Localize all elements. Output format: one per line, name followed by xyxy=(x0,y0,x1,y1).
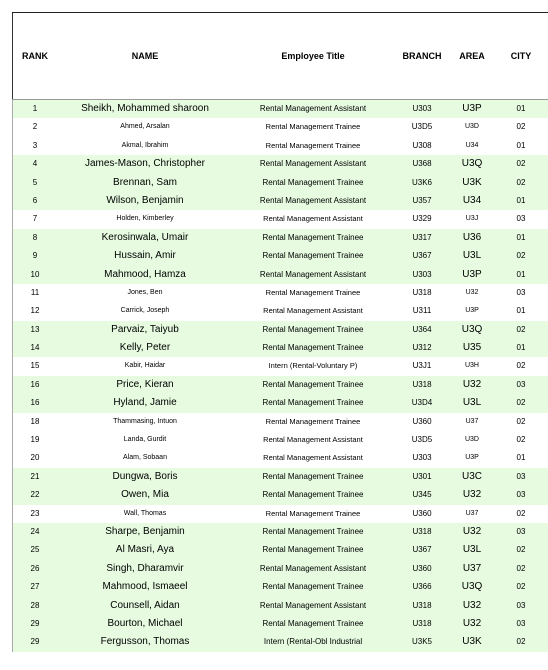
header-area: AREA xyxy=(459,51,485,61)
rank-cell: 22 xyxy=(30,490,40,500)
table-row xyxy=(13,468,548,486)
table-row xyxy=(13,321,548,339)
title-cell: Rental Management Trainee xyxy=(262,618,364,628)
table-row xyxy=(13,505,548,523)
name-cell: Brennan, Sam xyxy=(113,176,177,188)
table-row xyxy=(13,597,548,615)
city-cell: 01 xyxy=(516,232,526,242)
branch-cell: U3D4 xyxy=(411,398,433,408)
area-cell: U3H xyxy=(464,362,479,370)
name-cell: Akmal, Ibrahim xyxy=(121,141,169,149)
city-cell: 01 xyxy=(516,140,526,150)
rank-cell: 23 xyxy=(30,508,40,518)
name-cell: Hussain, Amir xyxy=(114,250,176,262)
area-cell: U3P xyxy=(465,454,479,462)
name-cell: Wilson, Benjamin xyxy=(106,194,184,206)
area-cell: U32 xyxy=(462,378,482,390)
table-row xyxy=(13,560,548,578)
table-row xyxy=(13,413,548,431)
title-cell: Rental Management Trainee xyxy=(262,490,364,500)
area-cell: U36 xyxy=(462,231,482,243)
area-cell: U3P xyxy=(462,103,482,114)
area-cell: U3D xyxy=(464,436,479,444)
city-cell: 02 xyxy=(516,508,526,518)
title-cell: Rental Management Assistant xyxy=(259,269,367,279)
city-cell: 02 xyxy=(516,545,526,555)
table-row xyxy=(13,486,548,504)
city-cell: 03 xyxy=(516,490,526,500)
rank-cell: 13 xyxy=(30,324,40,334)
rank-cell: 2 xyxy=(32,122,38,132)
name-cell: Landa, Gurdit xyxy=(123,436,167,444)
table-row xyxy=(13,302,548,320)
name-cell: Jones, Ben xyxy=(127,288,163,296)
title-cell: Rental Management Trainee xyxy=(262,471,364,481)
area-cell: U3L xyxy=(462,544,482,556)
branch-cell: U3D5 xyxy=(411,435,433,445)
city-cell: 03 xyxy=(516,214,526,224)
area-cell: U3K xyxy=(462,636,482,648)
branch-cell: U301 xyxy=(412,471,432,481)
area-cell: U3P xyxy=(465,307,479,315)
table-row xyxy=(13,210,548,228)
branch-cell: U303 xyxy=(412,269,432,279)
area-cell: U37 xyxy=(465,509,479,517)
branch-cell: U360 xyxy=(412,508,432,518)
branch-cell: U303 xyxy=(412,104,432,113)
city-cell: 03 xyxy=(516,471,526,481)
title-cell: Intern (Rental-Voluntary P) xyxy=(268,361,358,371)
rank-cell: 28 xyxy=(30,600,40,610)
city-cell: 02 xyxy=(516,398,526,408)
table-header xyxy=(12,13,548,99)
name-cell: Carrick, Joseph xyxy=(120,307,170,315)
rank-cell: 16 xyxy=(30,379,40,389)
city-cell: 02 xyxy=(516,582,526,592)
table-row xyxy=(13,541,548,559)
title-cell: Rental Management Trainee xyxy=(265,508,361,518)
table-row xyxy=(13,192,548,210)
table-row xyxy=(13,100,548,118)
table-row xyxy=(13,633,548,651)
name-cell: Singh, Dharamvir xyxy=(106,562,184,574)
table-row xyxy=(13,431,548,449)
table-row xyxy=(13,137,548,155)
rank-cell: 5 xyxy=(32,177,38,187)
name-cell: Counsell, Aidan xyxy=(110,599,180,611)
name-cell: Kerosinwala, Umair xyxy=(101,231,189,243)
city-cell: 03 xyxy=(516,526,526,536)
city-cell: 01 xyxy=(516,453,526,463)
table-row xyxy=(13,357,548,375)
branch-cell: U318 xyxy=(412,287,432,297)
table-row xyxy=(13,615,548,633)
rank-cell: 4 xyxy=(32,159,38,169)
city-cell: 02 xyxy=(516,563,526,573)
rank-cell: 25 xyxy=(30,545,40,555)
city-cell: 03 xyxy=(516,379,526,389)
rank-cell: 3 xyxy=(32,140,38,150)
city-cell: 01 xyxy=(516,195,526,205)
table-row xyxy=(13,339,548,357)
title-cell: Rental Management Trainee xyxy=(265,287,361,297)
rank-cell: 6 xyxy=(32,195,38,205)
city-cell: 03 xyxy=(516,287,526,297)
branch-cell: U3D5 xyxy=(411,122,433,132)
branch-cell: U317 xyxy=(412,232,432,242)
header-branch: BRANCH xyxy=(402,51,442,61)
name-cell: Dungwa, Boris xyxy=(112,470,178,482)
area-cell: U32 xyxy=(462,599,482,611)
title-cell: Rental Management Assistant xyxy=(259,104,367,113)
title-cell: Rental Management Trainee xyxy=(262,582,364,592)
title-cell: Rental Management Assistant xyxy=(263,306,363,316)
name-cell: Thammasing, Intuon xyxy=(113,417,177,425)
rank-cell: 11 xyxy=(30,287,40,297)
table-row xyxy=(13,174,548,192)
name-cell: Kabir, Haidar xyxy=(124,362,166,370)
header-name: NAME xyxy=(131,51,159,61)
branch-cell: U3K6 xyxy=(411,177,432,187)
branch-cell: U312 xyxy=(412,343,432,353)
area-cell: U3D xyxy=(464,123,479,131)
name-cell: Holden, Kimberley xyxy=(116,215,174,223)
rank-cell: 14 xyxy=(30,343,40,353)
area-cell: U3P xyxy=(462,268,482,280)
name-cell: Price, Kieran xyxy=(116,378,174,390)
branch-cell: U3K5 xyxy=(411,637,432,647)
branch-cell: U318 xyxy=(412,600,432,610)
branch-cell: U364 xyxy=(412,324,432,334)
area-cell: U34 xyxy=(465,141,479,149)
table-row xyxy=(13,247,548,265)
header-rank: RANK xyxy=(22,51,48,61)
branch-cell: U360 xyxy=(412,563,432,573)
name-cell: Mahmood, Hamza xyxy=(104,268,186,280)
rank-cell: 16 xyxy=(30,398,40,408)
rank-cell: 29 xyxy=(30,618,40,628)
city-cell: 02 xyxy=(516,122,526,132)
name-cell: Owen, Mia xyxy=(121,489,169,501)
city-cell: 03 xyxy=(516,618,526,628)
area-cell: U3C xyxy=(461,470,482,482)
city-cell: 02 xyxy=(516,435,526,445)
area-cell: U3J xyxy=(465,215,479,223)
table-row xyxy=(13,578,548,596)
area-cell: U3K xyxy=(462,176,482,188)
name-cell: Alam, Sobaan xyxy=(123,454,167,462)
name-cell: Parvaiz, Taiyub xyxy=(111,323,179,335)
rank-cell: 20 xyxy=(30,453,40,463)
area-cell: U32 xyxy=(462,489,482,501)
branch-cell: U3J1 xyxy=(412,361,432,371)
table-rows xyxy=(13,100,548,652)
name-cell: Sharpe, Benjamin xyxy=(105,525,185,537)
title-cell: Rental Management Assistant xyxy=(259,563,367,573)
name-cell: Mahmood, Ismaeel xyxy=(102,581,188,593)
title-cell: Rental Management Assistant xyxy=(259,159,367,169)
title-cell: Rental Management Trainee xyxy=(262,232,364,242)
rank-cell: 7 xyxy=(32,214,38,224)
table-row xyxy=(13,523,548,541)
rank-cell: 15 xyxy=(30,361,40,371)
table-row xyxy=(13,284,548,302)
branch-cell: U366 xyxy=(412,582,432,592)
city-cell: 01 xyxy=(516,269,526,279)
branch-cell: U345 xyxy=(412,490,432,500)
title-cell: Rental Management Assistant xyxy=(259,195,367,205)
city-cell: 01 xyxy=(516,343,526,353)
title-cell: Rental Management Trainee xyxy=(262,251,364,261)
branch-cell: U318 xyxy=(412,526,432,536)
table-row xyxy=(13,229,548,247)
title-cell: Rental Management Trainee xyxy=(262,526,364,536)
branch-cell: U311 xyxy=(412,306,432,316)
title-cell: Rental Management Trainee xyxy=(262,177,364,187)
rank-cell: 29 xyxy=(30,637,40,647)
title-cell: Rental Management Trainee xyxy=(262,398,364,408)
area-cell: U34 xyxy=(462,194,482,206)
rank-cell: 18 xyxy=(30,416,40,426)
table-row xyxy=(13,118,548,136)
city-cell: 01 xyxy=(516,306,526,316)
area-cell: U32 xyxy=(462,617,482,629)
title-cell: Rental Management Trainee xyxy=(262,343,364,353)
area-cell: U3L xyxy=(462,250,482,262)
title-cell: Rental Management Assistant xyxy=(259,600,367,610)
table-row xyxy=(13,394,548,412)
header-city: CITY xyxy=(510,51,532,61)
rank-cell: 8 xyxy=(32,232,38,242)
city-cell: 01 xyxy=(516,104,526,113)
title-cell: Rental Management Trainee xyxy=(265,416,361,426)
city-cell: 02 xyxy=(516,361,526,371)
city-cell: 02 xyxy=(516,324,526,334)
city-cell: 02 xyxy=(516,416,526,426)
branch-cell: U368 xyxy=(412,159,432,169)
rank-cell: 21 xyxy=(30,471,40,481)
title-cell: Rental Management Assistant xyxy=(263,435,363,445)
area-cell: U3Q xyxy=(461,158,483,170)
title-cell: Rental Management Assistant xyxy=(263,214,363,224)
branch-cell: U308 xyxy=(412,140,432,150)
rank-cell: 24 xyxy=(30,526,40,536)
branch-cell: U367 xyxy=(412,251,432,261)
name-cell: Sheikh, Mohammed sharoon xyxy=(81,103,209,114)
name-cell: James-Mason, Christopher xyxy=(84,158,206,170)
title-cell: Rental Management Assistant xyxy=(263,453,363,463)
rank-cell: 19 xyxy=(30,435,40,445)
header-title: Employee Title xyxy=(281,51,345,61)
name-cell: Fergusson, Thomas xyxy=(100,636,190,648)
branch-cell: U329 xyxy=(412,214,432,224)
rank-cell: 12 xyxy=(30,306,40,316)
name-cell: Kelly, Peter xyxy=(119,342,171,354)
area-cell: U32 xyxy=(465,288,479,296)
area-cell: U35 xyxy=(462,342,482,354)
rank-cell: 9 xyxy=(32,251,38,261)
area-cell: U37 xyxy=(462,562,482,574)
table-row xyxy=(13,266,548,284)
branch-cell: U318 xyxy=(412,618,432,628)
rank-cell: 26 xyxy=(30,563,40,573)
branch-cell: U360 xyxy=(412,416,432,426)
area-cell: U3Q xyxy=(461,581,483,593)
area-cell: U32 xyxy=(462,525,482,537)
name-cell: Wall, Thomas xyxy=(123,509,167,517)
area-cell: U3L xyxy=(462,397,482,409)
table-row xyxy=(13,449,548,467)
table-row xyxy=(13,155,548,173)
area-cell: U3Q xyxy=(461,323,483,335)
rank-cell: 27 xyxy=(30,582,40,592)
city-cell: 02 xyxy=(516,251,526,261)
name-cell: Ahmed, Arsalan xyxy=(120,123,170,131)
name-cell: Hyland, Jamie xyxy=(113,397,177,409)
title-cell: Rental Management Trainee xyxy=(262,545,364,555)
title-cell: Rental Management Trainee xyxy=(262,324,364,334)
rank-cell: 10 xyxy=(30,269,40,279)
rank-cell: 1 xyxy=(32,104,38,113)
area-cell: U37 xyxy=(465,417,479,425)
title-cell: Rental Management Trainee xyxy=(265,122,361,132)
name-cell: Al Masri, Aya xyxy=(115,544,175,556)
title-cell: Rental Management Trainee xyxy=(262,379,364,389)
table-row xyxy=(13,376,548,394)
table-body xyxy=(12,100,548,652)
city-cell: 03 xyxy=(516,600,526,610)
branch-cell: U357 xyxy=(412,195,432,205)
branch-cell: U367 xyxy=(412,545,432,555)
name-cell: Bourton, Michael xyxy=(107,617,183,629)
city-cell: 02 xyxy=(516,159,526,169)
title-cell: Intern (Rental-Obl Industrial xyxy=(263,637,363,647)
branch-cell: U318 xyxy=(412,379,432,389)
city-cell: 02 xyxy=(516,637,526,647)
title-cell: Rental Management Trainee xyxy=(265,140,361,150)
ranking-table xyxy=(12,12,548,652)
city-cell: 02 xyxy=(516,177,526,187)
branch-cell: U303 xyxy=(412,453,432,463)
